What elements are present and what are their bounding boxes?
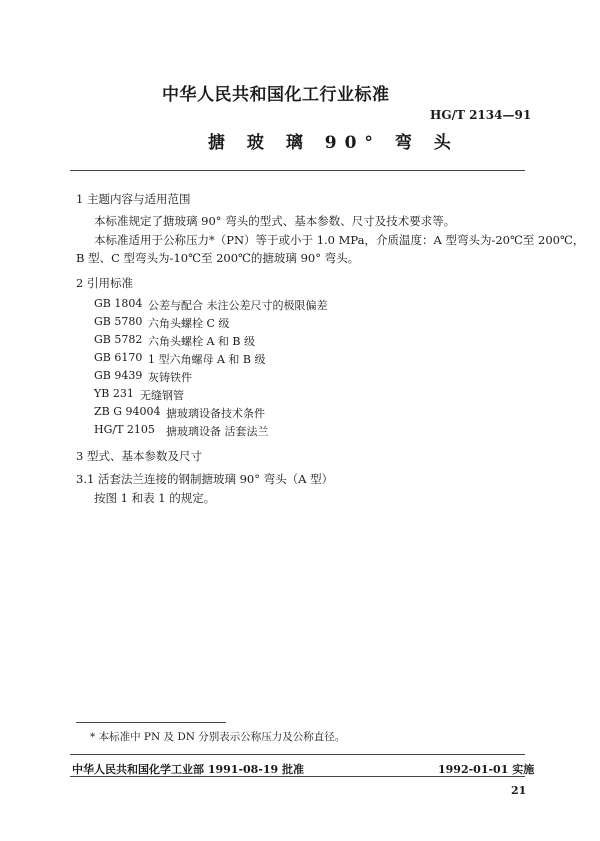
ref-code: GB 6170 bbox=[94, 351, 143, 364]
ref-code: GB 1804 bbox=[94, 297, 143, 310]
section-1-heading: 1 主题内容与适用范围 bbox=[76, 192, 191, 206]
ref-code: ZB G 94004 bbox=[94, 405, 161, 418]
section-2-heading: 2 引用标准 bbox=[76, 276, 133, 290]
section-1-paragraph-1: 本标准规定了搪玻璃 90° 弯头的型式、基本参数、尺寸及技术要求等。 bbox=[94, 214, 456, 228]
footer-divider-top bbox=[70, 754, 525, 755]
ref-name: 无缝钢管 bbox=[140, 389, 184, 402]
ref-name: 灰铸铁件 bbox=[148, 371, 192, 384]
footnote-divider bbox=[76, 722, 226, 723]
ref-name: 公差与配合 未注公差尺寸的极限偏差 bbox=[148, 299, 328, 312]
ref-name: 六角头螺栓 C 级 bbox=[148, 317, 230, 330]
section-1-paragraph-3: B 型、C 型弯头为-10℃至 200℃的搪玻璃 90° 弯头。 bbox=[76, 251, 360, 265]
standard-body-title: 中华人民共和国化工行业标准 bbox=[162, 85, 390, 105]
implementation-note: 1992-01-01 实施 bbox=[438, 763, 535, 776]
approval-note: 中华人民共和国化学工业部 1991-08-19 批准 bbox=[72, 763, 305, 776]
ref-name: 搪玻璃设备技术条件 bbox=[166, 407, 265, 420]
ref-code: GB 5782 bbox=[94, 333, 143, 346]
section-3-1-heading: 3.1 活套法兰连接的钢制搪玻璃 90° 弯头（A 型） bbox=[76, 472, 334, 486]
ref-name: 1 型六角螺母 A 和 B 级 bbox=[148, 353, 266, 366]
page-number: 21 bbox=[511, 784, 527, 797]
ref-code: YB 231 bbox=[94, 387, 134, 400]
ref-code: GB 5780 bbox=[94, 315, 143, 328]
footer-divider-bottom bbox=[70, 776, 525, 777]
ref-code: HG/T 2105 bbox=[94, 423, 155, 436]
section-3-heading: 3 型式、基本参数及尺寸 bbox=[76, 449, 202, 463]
header-divider bbox=[70, 170, 525, 171]
footnote: * 本标准中 PN 及 DN 分别表示公称压力及公称直径。 bbox=[90, 731, 346, 743]
section-1-paragraph-2: 本标准适用于公称压力*（PN）等于或小于 1.0 MPa，介质温度：A 型弯头为-20℃至 200℃， bbox=[94, 233, 585, 247]
ref-code: GB 9439 bbox=[94, 369, 143, 382]
ref-name: 六角头螺栓 A 和 B 级 bbox=[148, 335, 256, 348]
document-title: 搪 玻 璃 90° 弯 头 bbox=[208, 133, 459, 153]
standard-code: HG/T 2134—91 bbox=[430, 108, 532, 122]
ref-name: 搪玻璃设备 活套法兰 bbox=[166, 425, 269, 438]
section-3-1-text: 按图 1 和表 1 的规定。 bbox=[94, 491, 216, 505]
